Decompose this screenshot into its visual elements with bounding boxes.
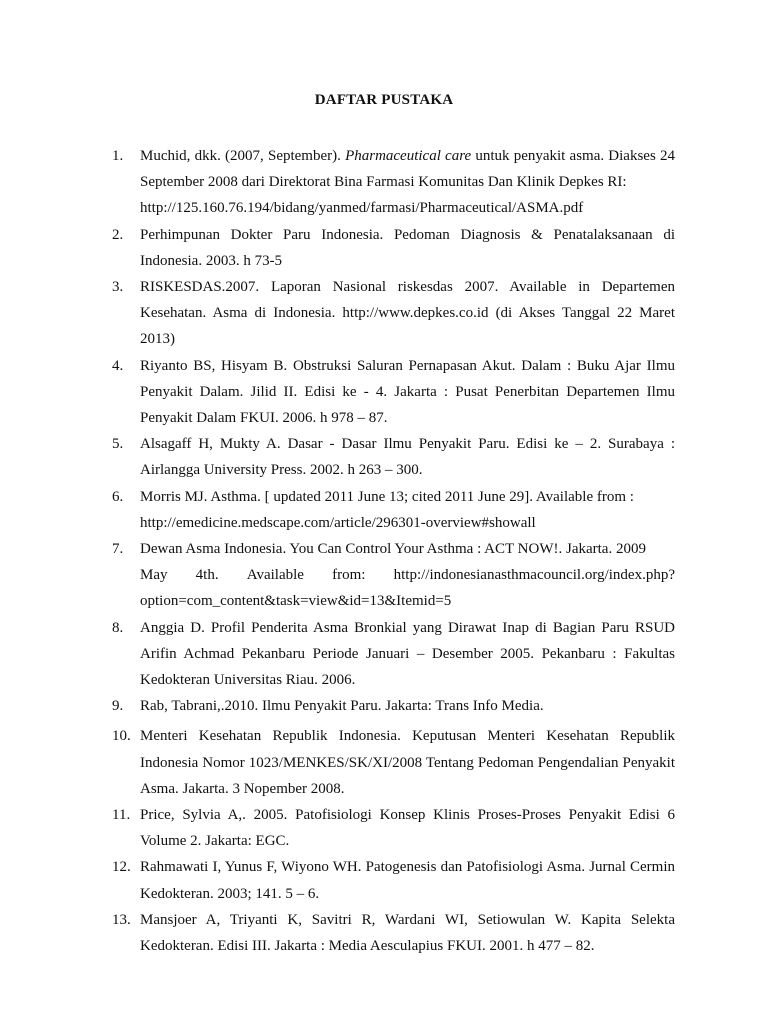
reference-item-7 (112, 536, 675, 615)
reference-text: Rab, Tabrani,.2010. Ilmu Penyakit Paru. Jakarta: Trans Info Media. (140, 698, 544, 715)
reference-item-3 (112, 274, 675, 353)
reference-number: 9. (112, 698, 124, 715)
reference-number: 1. (112, 148, 124, 164)
reference-italic-title: Pharmaceutical care (345, 148, 472, 164)
reference-text: Perhimpunan Dokter Paru Indonesia. Pedoman Diagnosis & Penatalaksanaan di Indonesia. 2003. h 73-5 (140, 226, 675, 269)
reference-number: 11. (112, 807, 131, 824)
reference-item-13 (112, 907, 675, 959)
reference-url: http://125.160.76.194/bidang/yanmed/farmasi/Pharmaceutical/ASMA.pdf (140, 200, 584, 217)
reference-text: Muchid, dkk. (2007, September). (140, 148, 346, 164)
reference-text: Riyanto BS, Hisyam B. Obstruksi Saluran Pernapasan Akut. Dalam : Buku Ajar Ilmu Penyakit Dalam. Jilid II. Edisi ke - 4. Jakarta : Pusat Penerbitan Departemen Ilmu Penyakit Dalam FKUI. 2006. h 978 – 87. (140, 357, 675, 427)
reference-text: Rahmawati I, Yunus F, Wiyono WH. Patogenesis dan Patofisiologi Asma. Jurnal Cermin Kedokteran. 2003; 141. 5 – 6. (140, 859, 675, 902)
reference-number: 7. (112, 541, 124, 558)
reference-text: Menteri Kesehatan Republik Indonesia. Keputusan Menteri Kesehatan Republik Indonesia Nomor 1023/MENKES/SK/XI/2008 Tentang Pedoman Pengendalian Penyakit Asma. Jakarta. 3 Nopember 2008. (140, 728, 675, 797)
reference-item-12 (112, 854, 675, 906)
reference-item-4 (112, 353, 675, 432)
reference-text: Alsagaff H, Mukty A. Dasar - Dasar Ilmu Penyakit Paru. Edisi ke – 2. Surabaya : Airlangga University Press. 2002. h 263 – 300. (140, 436, 675, 479)
reference-text: Mansjoer A, Triyanti K, Savitri R, Wardani WI, Setiowulan W. Kapita Selekta Kedokteran. Edisi III. Jakarta : Media Aesculapius FKUI. 2001. h 477 – 82. (140, 911, 675, 955)
reference-number: 3. (112, 279, 124, 296)
reference-url: http://emedicine.medscape.com/article/296301-overview#showall (140, 514, 536, 531)
reference-word: Available (246, 567, 304, 584)
reference-number: 4. (112, 357, 124, 374)
reference-item-2 (112, 222, 675, 274)
reference-item-10 (112, 723, 675, 802)
reference-number: 2. (112, 226, 124, 243)
reference-list (112, 143, 675, 959)
reference-text: RISKESDAS.2007. Laporan Nasional riskesdas 2007. Available in Departemen Kesehatan. Asma di Indonesia. http://www.depkes.co.id (di Akses Tanggal 22 Maret 2013) (140, 279, 675, 348)
reference-number: 10. (112, 728, 131, 745)
reference-item-6 (112, 484, 675, 536)
reference-url: option=com_content&task=view&id=13&Itemid=5 (140, 593, 452, 610)
reference-text: Morris MJ. Asthma. [ updated 2011 June 13; cited 2011 June 29]. Available from : (140, 488, 634, 505)
reference-word: May (140, 567, 168, 584)
reference-number: 12. (112, 859, 131, 876)
reference-text-spread-line (140, 562, 675, 588)
reference-text: Price, Sylvia A,. 2005. Patofisiologi Konsep Klinis Proses-Proses Penyakit Edisi 6 Volume 2. Jakarta: EGC. (140, 807, 675, 850)
reference-text: untuk penyakit asma. Diakses 24 September 2008 dari Direktorat Bina Farmasi Komunitas Dan Klinik Depkes RI: (140, 148, 675, 191)
reference-number: 8. (112, 619, 124, 636)
reference-url: http://indonesianasthmacouncil.org/index.php? (393, 567, 675, 584)
reference-item-5 (112, 431, 675, 483)
reference-text: Anggia D. Profil Penderita Asma Bronkial yang Dirawat Inap di Bagian Paru RSUD Arifin Achmad Pekanbaru Periode Januari – Desember 2005. Pekanbaru : Fakultas Kedokteran Universitas Riau. 2006. (140, 619, 675, 689)
reference-item-8 (112, 615, 675, 694)
reference-number: 6. (112, 488, 124, 505)
reference-text: Dewan Asma Indonesia. You Can Control Your Asthma : ACT NOW!. Jakarta. 2009 (140, 541, 646, 558)
reference-number: 5. (112, 436, 124, 453)
reference-word: from: (332, 567, 366, 584)
reference-word: 4th. (195, 567, 219, 584)
reference-item-11 (112, 802, 675, 854)
reference-item-1 (112, 143, 675, 222)
reference-item-9 (112, 693, 675, 719)
reference-number: 13. (112, 911, 131, 928)
page-title: DAFTAR PUSTAKA (314, 92, 454, 108)
